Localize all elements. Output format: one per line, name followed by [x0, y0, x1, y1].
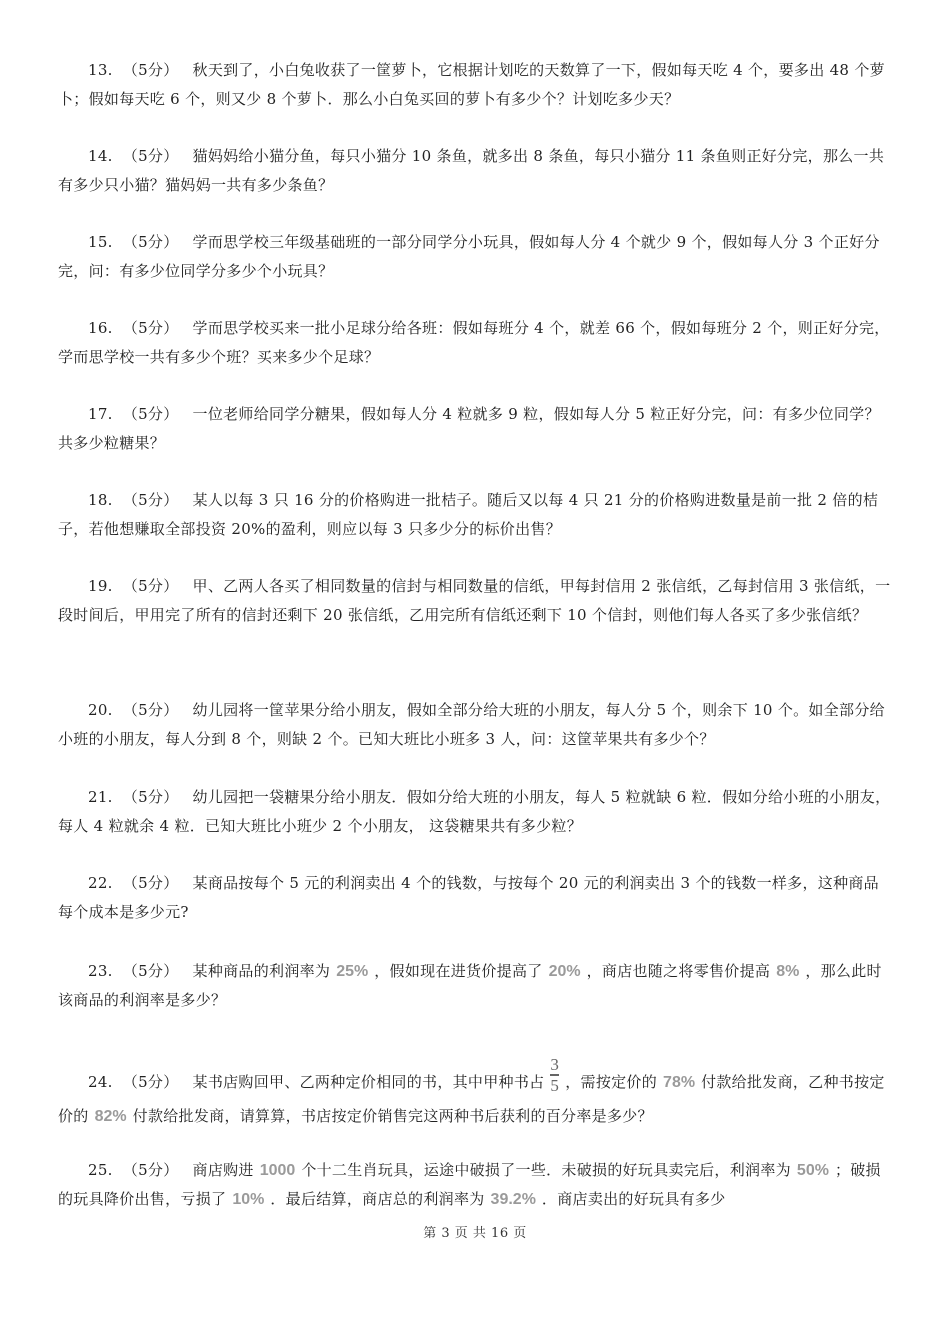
question-22 — [58, 869, 894, 927]
question-number: 23. — [88, 962, 113, 980]
question-score: （5分） — [122, 701, 179, 719]
question-20 — [58, 696, 894, 754]
question-score: （5分） — [122, 1161, 179, 1179]
question-score: （5分） — [122, 788, 179, 806]
question-score: （5分） — [122, 962, 179, 980]
question-text: 幼儿园将一筐苹果分给小朋友，假如全部分给大班的小朋友，每人分 5 个，则余下 10 个。如全部分给小班的小朋友，每人分到 8 个，则缺 2 个。已知大班比小班多 3 人，问：这筐苹果共有多少个？ — [58, 701, 885, 748]
question-text: 幼儿园把一袋糖果分给小朋友．假如分给大班的小朋友，每人 5 粒就缺 6 粒．假如分给小班的小朋友，每人 4 粒就余 4 粒．已知大班比小班少 2 个小朋友， 这袋糖果共有多少粒？ — [58, 788, 891, 835]
math-value: 25% — [336, 963, 369, 980]
math-value: 78% — [663, 1074, 696, 1091]
question-text: ，需按定价的 — [565, 1073, 658, 1091]
question-text: ，那么此时该商品的利润率是多少？ — [58, 962, 882, 1009]
question-text: ，商店也随之将零售价提高 — [586, 962, 771, 980]
question-text: ．最后结算，商店总的利润率为 — [270, 1190, 485, 1208]
question-score: （5分） — [122, 405, 179, 423]
question-number: 18. — [88, 491, 113, 509]
question-score: （5分） — [122, 1073, 179, 1091]
question-17 — [58, 400, 894, 458]
question-19 — [58, 572, 894, 630]
question-16 — [58, 314, 894, 372]
question-text: 付款给批发商，乙种书按定价的 — [58, 1073, 885, 1125]
question-score: （5分） — [122, 61, 179, 79]
question-number: 15. — [88, 233, 113, 251]
question-18 — [58, 486, 894, 544]
question-number: 17. — [88, 405, 113, 423]
math-value: 50% — [796, 1162, 829, 1179]
question-text: 付款给批发商，请算算，书店按定价销售完这两种书后获利的百分率是多少？ — [132, 1107, 653, 1125]
math-value: 1000 — [259, 1162, 296, 1179]
math-value: 10% — [232, 1191, 265, 1208]
question-number: 16. — [88, 319, 113, 337]
page-footer: 第 3 页 共 16 页 — [423, 1226, 527, 1241]
math-value: 20% — [548, 963, 581, 980]
question-text: ．商店卖出的好玩具有多少 — [541, 1190, 726, 1208]
question-21 — [58, 783, 894, 841]
question-score: （5分） — [122, 491, 179, 509]
question-text: 学而思学校三年级基础班的一部分同学分小玩具，假如每人分 4 个就少 9 个，假如每人分 3 个正好分完，问：有多少位同学分多少个小玩具？ — [58, 233, 880, 280]
question-score: （5分） — [122, 147, 179, 165]
question-text: ，假如现在进货价提高了 — [374, 962, 543, 980]
question-score: （5分） — [122, 233, 179, 251]
question-text: 某书店购回甲、乙两种定价相同的书，其中甲种书占 — [192, 1073, 545, 1091]
question-number: 25. — [88, 1161, 113, 1179]
question-score: （5分） — [122, 874, 179, 892]
question-text: 学而思学校买来一批小足球分给各班：假如每班分 4 个，就差 66 个，假如每班分 2 个，则正好分完，学而思学校一共有多少个班？买来多少个足球？ — [58, 319, 890, 366]
question-text: 猫妈妈给小猫分鱼，每只小猫分 10 条鱼，就多出 8 条鱼，每只小猫分 11 条鱼则正好分完，那么一共有多少只小猫？猫妈妈一共有多少条鱼？ — [58, 147, 885, 194]
question-text: 一位老师给同学分糖果，假如每人分 4 粒就多 9 粒，假如每人分 5 粒正好分完，问：有多少位同学？共多少粒糖果？ — [58, 405, 880, 452]
question-text: 个十二生肖玩具，运途中破损了一些．未破损的好玩具卖完后，利润率为 — [301, 1161, 791, 1179]
question-text: 某种商品的利润率为 — [192, 962, 331, 980]
question-number: 14. — [88, 147, 113, 165]
question-score: （5分） — [122, 577, 179, 595]
question-number: 24. — [88, 1073, 113, 1091]
question-23 — [58, 957, 894, 1015]
question-14 — [58, 142, 894, 200]
question-13 — [58, 56, 894, 114]
question-text: 商店购进 — [192, 1161, 254, 1179]
question-text: 秋天到了，小白兔收获了一筐萝卜，它根据计划吃的天数算了一下，假如每天吃 4 个，要多出 48 个萝卜；假如每天吃 6 个，则又少 8 个萝卜．那么小白兔买回的萝卜有多少个？计划吃多少天？ — [58, 61, 885, 108]
question-text: 某人以每 3 只 16 分的价格购进一批桔子。随后又以每 4 只 21 分的价格购进数量是前一批 2 倍的桔子，若他想赚取全部投资 20%的盈利，则应以每 3 只多少分的标价出售？ — [58, 491, 879, 538]
math-value: 39.2% — [490, 1191, 536, 1208]
fraction-denominator: 5 — [550, 1076, 560, 1095]
question-text: 某商品按每个 5 元的利润卖出 4 个的钱数，与按每个 20 元的利润卖出 3 个的钱数一样多，这种商品每个成本是多少元? — [58, 874, 879, 921]
question-text: ；破损的玩具降价出售，亏损了 — [58, 1161, 881, 1208]
question-number: 22. — [88, 874, 113, 892]
question-15 — [58, 228, 894, 286]
math-value: 8% — [776, 963, 800, 980]
question-text: 甲、乙两人各买了相同数量的信封与相同数量的信纸，甲每封信用 2 张信纸，乙每封信用 3 张信纸，一段时间后，甲用完了所有的信封还剩下 20 张信纸，乙用完所有信纸还剩下 10 个信封，则他们每人各买了多少张信纸？ — [58, 577, 891, 624]
question-25 — [58, 1156, 894, 1214]
question-number: 21. — [88, 788, 113, 806]
fraction — [544, 1056, 565, 1094]
question-24 — [58, 1055, 894, 1131]
question-score: （5分） — [122, 319, 179, 337]
question-number: 19. — [88, 577, 113, 595]
question-number: 20. — [88, 701, 113, 719]
fraction-numerator: 3 — [550, 1055, 560, 1074]
question-number: 13. — [88, 61, 113, 79]
math-value: 82% — [94, 1108, 127, 1125]
